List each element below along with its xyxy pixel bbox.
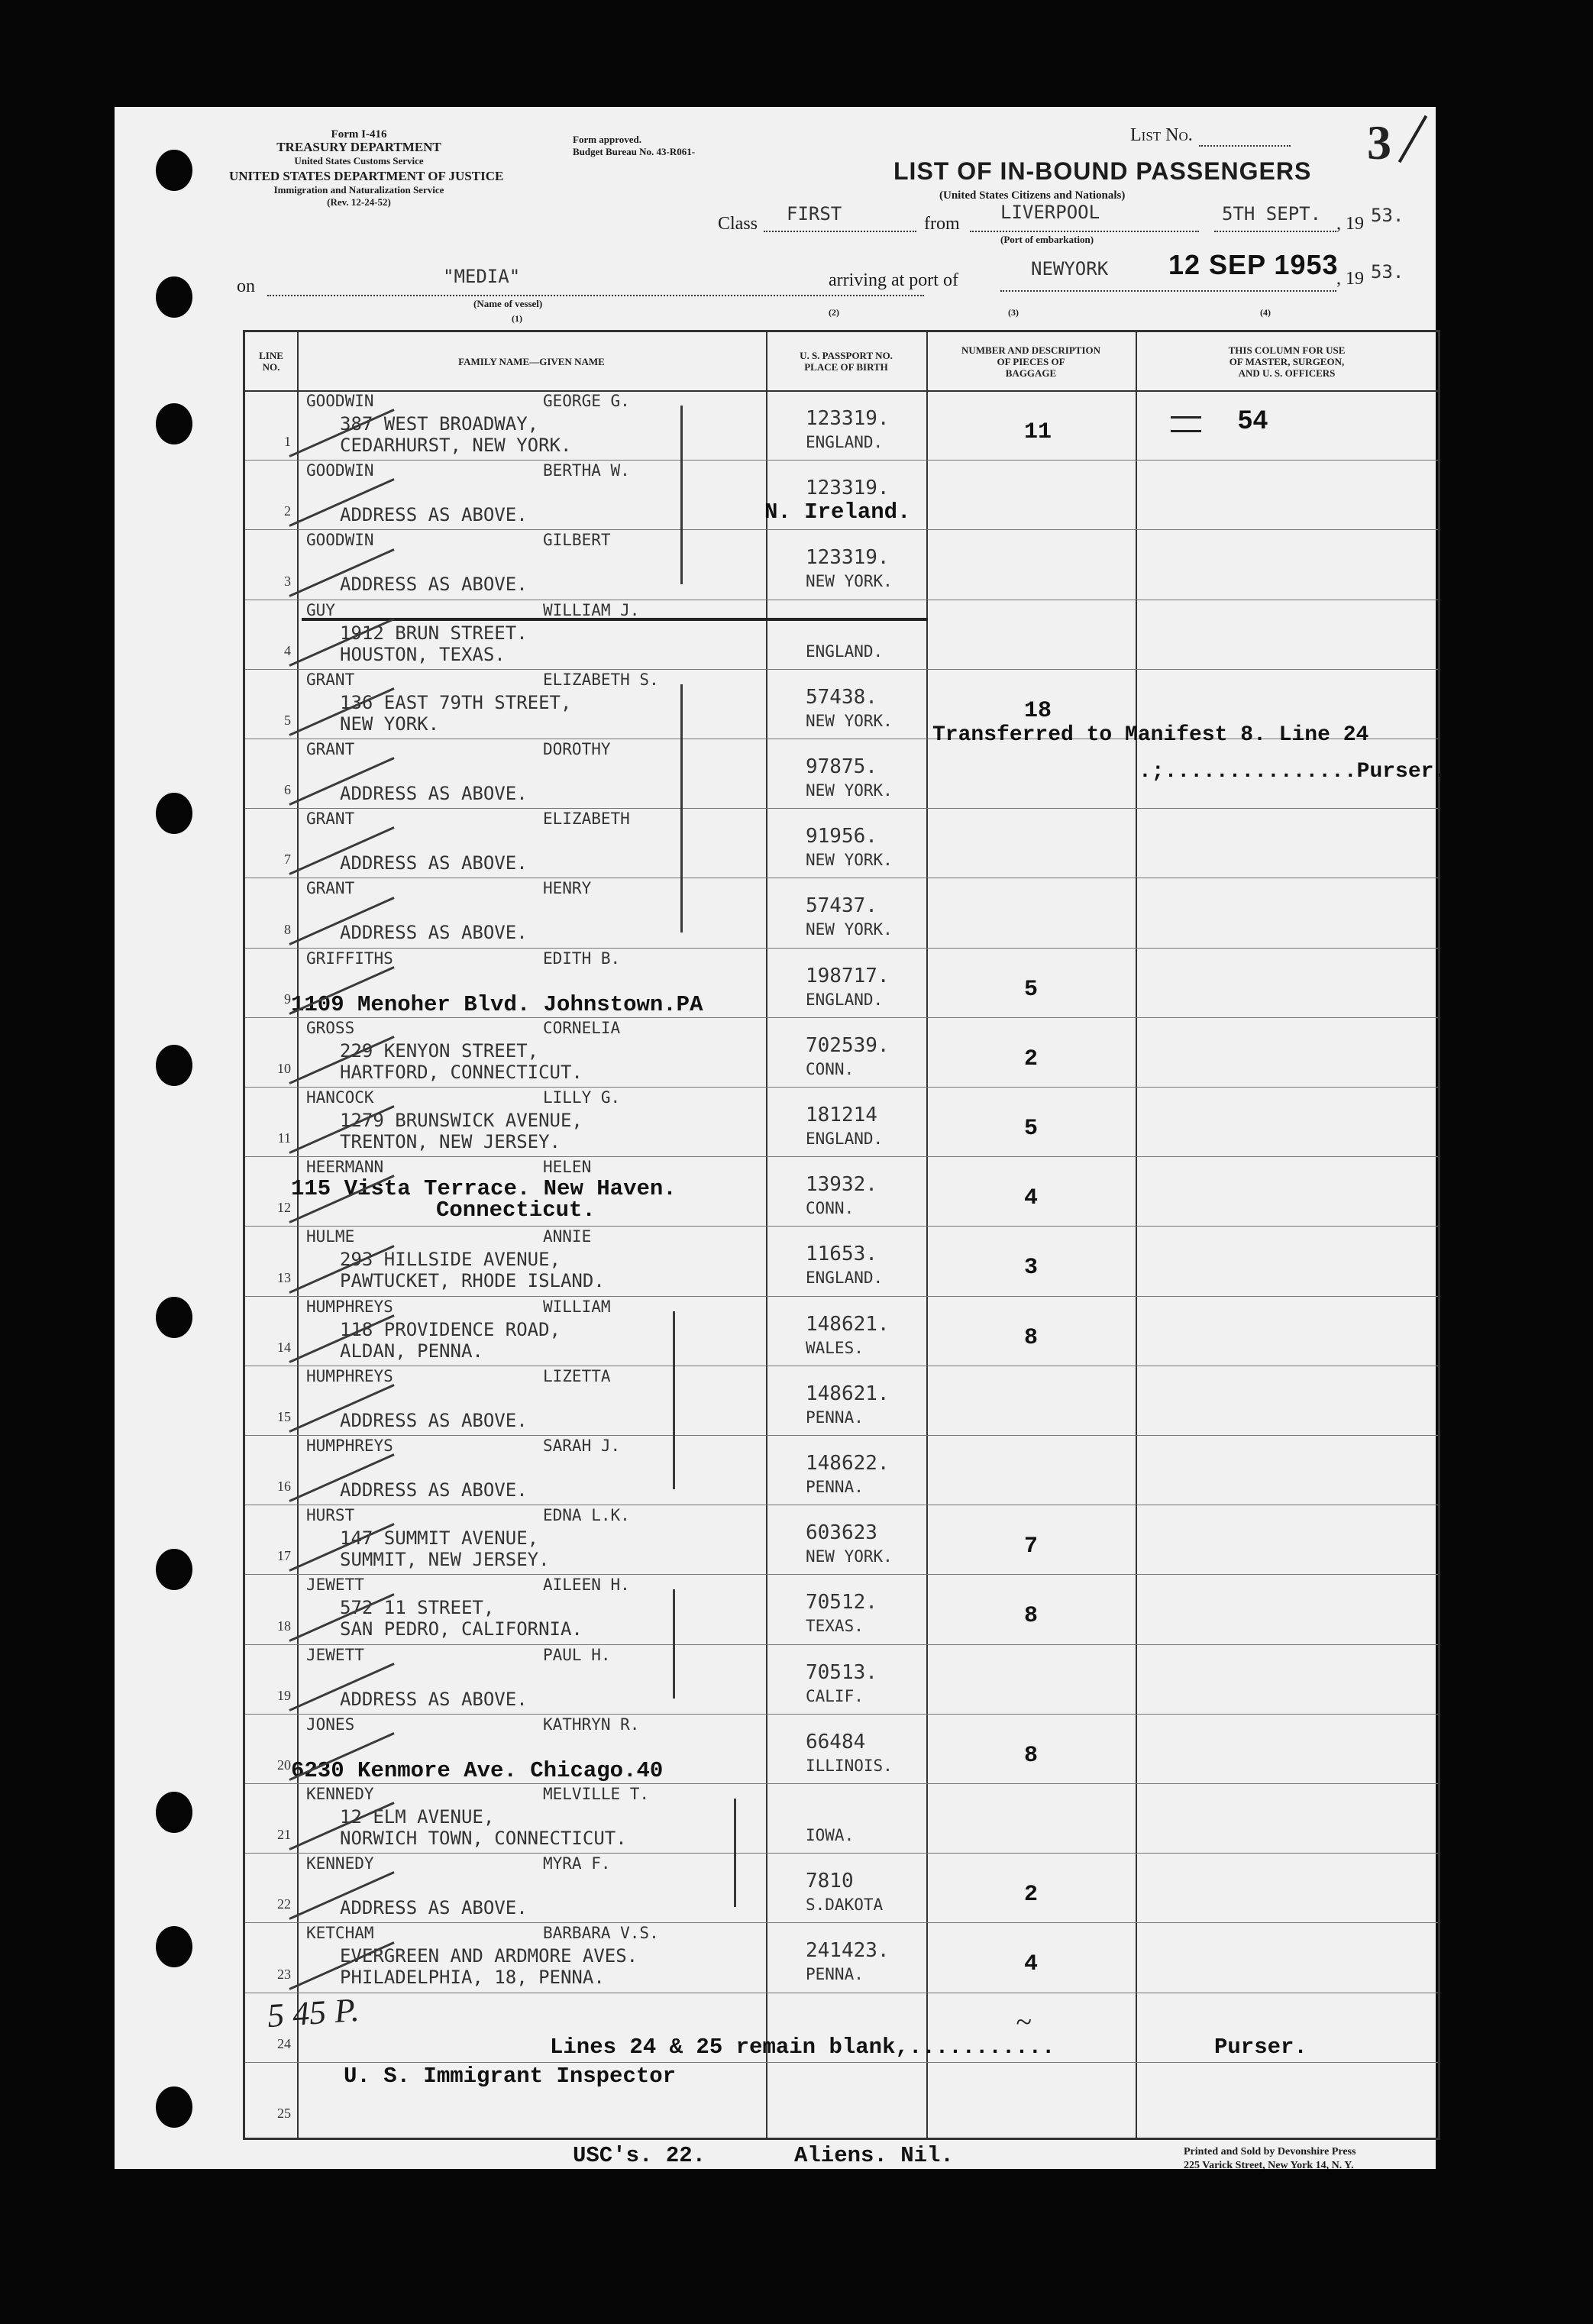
column-number: (1) [512, 313, 522, 324]
given-name: GILBERT [543, 531, 611, 550]
officer-note: 54 [1238, 406, 1268, 435]
address-line-2: ADDRESS AS ABOVE. [340, 1409, 528, 1431]
family-name: GOODWIN [306, 392, 374, 410]
port-line [1000, 290, 1336, 292]
line-number: 23 [277, 1966, 291, 1982]
address-line-1: 229 KENYON STREET, [340, 1039, 539, 1062]
given-name: LIZETTA [543, 1366, 611, 1385]
given-name: HELEN [543, 1158, 592, 1177]
binder-hole [156, 276, 192, 318]
family-name: HEERMANN [306, 1158, 384, 1177]
column-header-officers: THIS COLUMN FOR USE OF MASTER, SURGEON, AND U. S. OFFICERS [1228, 344, 1346, 379]
baggage-count: 2 [1024, 1046, 1039, 1072]
family-name: KETCHAM [306, 1924, 374, 1943]
family-name: HULME [306, 1227, 355, 1246]
place-of-birth: NEW YORK. [806, 1547, 893, 1566]
table-row [245, 948, 1438, 1017]
row-divider [245, 2062, 1438, 2063]
given-name: CORNELIA [543, 1018, 621, 1037]
department-of-justice: UNITED STATES DEPARTMENT OF JUSTICE [229, 169, 504, 183]
row-divider [245, 1156, 1438, 1157]
address-line-2: 6230 Kenmore Ave. Chicago.40 [291, 1757, 664, 1783]
table-row [245, 808, 1438, 878]
passport-number: 57437. [806, 894, 877, 918]
table-row [245, 1505, 1438, 1574]
family-brace [673, 1589, 675, 1698]
family-name: HUMPHREYS [306, 1437, 393, 1455]
year-value: 53. [1371, 205, 1404, 226]
place-of-birth: CONN. [806, 1059, 855, 1078]
on-label: on [237, 276, 255, 296]
binder-hole [156, 1926, 192, 1967]
table-row [245, 878, 1438, 947]
given-name: ANNIE [543, 1227, 592, 1246]
line-number: 15 [277, 1408, 291, 1424]
binder-hole [156, 1792, 192, 1833]
passport-number: 123319. [806, 407, 890, 430]
year2-value: 53. [1371, 261, 1404, 283]
column-number: (2) [829, 307, 839, 318]
given-name: WILLIAM J. [543, 600, 640, 619]
class-label: Class [718, 214, 758, 234]
table-row [245, 1156, 1438, 1226]
line-number: 8 [284, 921, 291, 937]
form-subtitle: (United States Citizens and Nationals) [939, 189, 1126, 202]
form-title: LIST OF IN-BOUND PASSENGERS [893, 157, 1312, 185]
baggage-count: 5 [1024, 976, 1039, 1003]
baggage-count: 7 [1024, 1534, 1039, 1560]
place-of-birth: PENNA. [806, 1965, 864, 1984]
place-of-birth: NEW YORK. [806, 851, 893, 870]
line-number: 3 [284, 573, 291, 589]
list-no-label: List No. [1130, 125, 1193, 145]
line-number: 17 [277, 1548, 291, 1564]
address-line-2: ADDRESS AS ABOVE. [340, 922, 528, 944]
immigration-service: Immigration and Naturalization Service [273, 184, 444, 196]
binder-hole [156, 2086, 192, 2128]
address-line-2: CEDARHURST, NEW YORK. [340, 435, 572, 456]
vessel-line [267, 295, 924, 296]
year2-prefix: , 19 [1336, 269, 1364, 289]
given-name: MELVILLE T. [543, 1785, 650, 1803]
family-name: GROSS [306, 1018, 355, 1037]
place-of-birth: NEW YORK. [806, 711, 893, 730]
line-number: 19 [277, 1687, 291, 1703]
family-name: JEWETT [306, 1645, 364, 1664]
column-header-baggage: NUMBER AND DESCRIPTION OF PIECES OF BAGGAGE [961, 344, 1101, 379]
place-of-birth: ENGLAND. [806, 1130, 884, 1148]
address-line-2: ADDRESS AS ABOVE. [340, 783, 528, 804]
address-line-1: 572 11 STREET, [340, 1597, 495, 1619]
binder-hole [156, 1045, 192, 1086]
address-line-2: PHILADELPHIA, 18, PENNA. [340, 1967, 605, 1989]
address-line-2: ADDRESS AS ABOVE. [340, 852, 528, 874]
passport-number: 148621. [806, 1312, 890, 1336]
family-name: KENNEDY [306, 1854, 374, 1873]
binder-hole [156, 793, 192, 834]
passport-number: 70512. [806, 1591, 877, 1615]
revision-date: (Rev. 12-24-52) [327, 196, 391, 208]
treasury-department: TREASURY DEPARTMENT [276, 140, 441, 154]
passport-number: 97875. [806, 755, 877, 778]
family-name: GOODWIN [306, 461, 374, 480]
line-number: 7 [284, 852, 291, 868]
given-name: EDNA L.K. [543, 1506, 630, 1525]
binder-hole [156, 1549, 192, 1590]
place-of-birth: TEXAS. [806, 1617, 864, 1636]
table-row [245, 1017, 1438, 1087]
row-divider [245, 948, 1438, 949]
line-number: 11 [277, 1130, 291, 1146]
line-number: 4 [284, 642, 291, 658]
family-name: GRANT [306, 740, 355, 758]
address-line-2: HOUSTON, TEXAS. [340, 643, 506, 665]
place-of-birth: S.DAKOTA [806, 1896, 884, 1915]
address-line-2: SUMMIT, NEW JERSEY. [340, 1549, 550, 1571]
line-number: 6 [284, 782, 291, 798]
address-line-2: TRENTON, NEW JERSEY. [340, 1131, 561, 1152]
place-of-birth: NEW YORK. [806, 920, 893, 939]
manifest-page [115, 107, 1447, 2171]
place-of-birth: ENGLAND. [806, 990, 884, 1009]
given-name: WILLIAM [543, 1297, 611, 1316]
arrival-port: NEWYORK [1031, 258, 1109, 280]
place-of-birth: NEW YORK. [806, 781, 893, 800]
printer-line-1: Printed and Sold by Devonshire Press [1184, 2146, 1356, 2158]
place-of-birth: IOWA. [806, 1826, 855, 1844]
address-line-2: ADDRESS AS ABOVE. [340, 574, 528, 596]
family-brace [673, 1311, 675, 1490]
line-number: 20 [277, 1757, 291, 1773]
date-line [1214, 231, 1336, 232]
baggage-count: 4 [1024, 1951, 1039, 1978]
passport-number: 241423. [806, 1939, 890, 1963]
list-number-handwritten: 3 [1367, 115, 1391, 170]
from-line [970, 231, 1199, 232]
family-name: HUMPHREYS [306, 1297, 393, 1316]
line-number: 1 [284, 434, 291, 450]
line-number: 16 [277, 1479, 291, 1495]
row-divider [245, 1017, 1438, 1018]
place-of-birth: N. Ireland. [764, 499, 911, 525]
row-divider [245, 1714, 1438, 1715]
family-name: GRANT [306, 810, 355, 829]
address-line-2: ADDRESS AS ABOVE. [340, 1897, 528, 1919]
line-number: 13 [277, 1269, 291, 1285]
list-no-line [1199, 145, 1291, 147]
address-line-2: ALDAN, PENNA. [340, 1340, 483, 1362]
passport-number: 702539. [806, 1033, 890, 1057]
passport-number: 91956. [806, 825, 877, 848]
line-number: 12 [277, 1200, 291, 1216]
given-name: BERTHA W. [543, 461, 630, 480]
year-prefix: , 19 [1336, 214, 1364, 234]
binder-hole [156, 1297, 192, 1338]
table-row [245, 600, 1438, 669]
family-name: GRIFFITHS [306, 949, 393, 968]
purser-signature: ~ [1016, 2006, 1032, 2038]
family-name: GOODWIN [306, 531, 374, 550]
address-line-2: SAN PEDRO, CALIFORNIA. [340, 1618, 583, 1640]
row-divider [245, 460, 1438, 461]
form-number: Form I-416 [331, 128, 387, 141]
column-number: (4) [1260, 307, 1271, 318]
row-divider [245, 1296, 1438, 1297]
table-row [245, 1644, 1438, 1714]
family-name: GUY [306, 600, 335, 619]
passport-number: 148622. [806, 1452, 890, 1475]
address-line-1: 136 EAST 79TH STREET, [340, 691, 572, 713]
given-name: DOROTHY [543, 740, 611, 758]
passport-number: 7810 [806, 1870, 854, 1893]
passport-number: 70513. [806, 1660, 877, 1684]
family-name: HUMPHREYS [306, 1366, 393, 1385]
given-name: GEORGE G. [543, 392, 630, 410]
line-number: 9 [284, 991, 291, 1007]
given-name: LILLY G. [543, 1088, 621, 1107]
baggage-count: 8 [1024, 1324, 1039, 1351]
line-number: 2 [284, 503, 291, 519]
place-of-birth: CONN. [806, 1199, 855, 1218]
row-divider [245, 1435, 1438, 1436]
class-line [764, 231, 916, 232]
row-divider [245, 1853, 1438, 1854]
row-divider [245, 1087, 1438, 1088]
row-divider [245, 1574, 1438, 1575]
given-name: HENRY [543, 879, 592, 898]
place-of-birth: PENNA. [806, 1408, 864, 1427]
printer-line-2: 225 Varick Street, New York 14, N. Y. [1184, 2160, 1354, 2171]
address-line-1: 1912 BRUN STREET. [340, 622, 528, 644]
given-name: AILEEN H. [543, 1576, 630, 1595]
form-approved: Form approved. [573, 134, 642, 145]
place-of-birth: NEW YORK. [806, 572, 893, 591]
customs-service: United States Customs Service [294, 155, 424, 166]
row-divider [245, 1226, 1438, 1227]
passport-number: 198717. [806, 964, 890, 987]
line-number: 5 [284, 712, 291, 728]
family-name: HANCOCK [306, 1088, 374, 1107]
baggage-count: 2 [1024, 1882, 1039, 1909]
address-line-1: 115 Vista Terrace. New Haven. [291, 1176, 677, 1202]
family-brace [680, 406, 683, 584]
officer-mark [1171, 416, 1201, 419]
given-name: PAUL H. [543, 1645, 611, 1664]
table-row [245, 1853, 1438, 1922]
address-line-1: 118 PROVIDENCE ROAD, [340, 1318, 561, 1340]
place-of-birth: WALES. [806, 1338, 864, 1357]
line-number: 24 [277, 2035, 291, 2051]
purser-dots: ........... [909, 2035, 1055, 2060]
table-row [245, 1366, 1438, 1435]
family-name: KENNEDY [306, 1785, 374, 1803]
place-of-birth: ENGLAND. [806, 642, 884, 661]
table-row [245, 1783, 1438, 1853]
list-number-slash [1398, 115, 1427, 163]
binder-hole [156, 403, 192, 444]
table-row [245, 1435, 1438, 1505]
address-line-2: HARTFORD, CONNECTICUT. [340, 1061, 583, 1083]
place-of-birth: CALIF. [806, 1686, 864, 1705]
line-number: 18 [277, 1618, 291, 1634]
table-row [245, 1714, 1438, 1783]
address-line-1: 387 WEST BROADWAY, [340, 413, 539, 435]
given-name: EDITH B. [543, 949, 621, 968]
transfer-purser: .;...............Purser. [1139, 760, 1447, 784]
row-divider [245, 808, 1438, 809]
blank-lines-note: Lines 24 & 25 remain blank, [550, 2035, 909, 2060]
purser-label: Purser. [1214, 2035, 1307, 2060]
passport-number: 66484 [806, 1730, 866, 1754]
row-divider [245, 1922, 1438, 1923]
vessel-note: (Name of vessel) [473, 298, 543, 309]
passport-number: 123319. [806, 546, 890, 570]
family-name: GRANT [306, 879, 355, 898]
table-row [245, 1574, 1438, 1644]
family-brace [734, 1799, 736, 1907]
line-number: 25 [277, 2105, 291, 2121]
family-name: JEWETT [306, 1576, 364, 1595]
family-brace [680, 684, 683, 933]
table-row [245, 529, 1438, 599]
family-name: HURST [306, 1506, 355, 1525]
from-label: from [924, 214, 960, 234]
inspector-label: U. S. Immigrant Inspector [344, 2064, 677, 2089]
class-value: FIRST [787, 203, 842, 225]
family-name: JONES [306, 1715, 355, 1734]
table-row [245, 1296, 1438, 1366]
address-line-2: 1109 Menoher Blvd. Johnstown.PA [291, 991, 703, 1017]
column-header-passport: U. S. PASSPORT NO. PLACE OF BIRTH [800, 350, 893, 373]
address-line-2: PAWTUCKET, RHODE ISLAND. [340, 1270, 605, 1292]
transfer-note: Transferred to Manifest 8. Line 24 [932, 723, 1369, 747]
line-number: 22 [277, 1896, 291, 1912]
table-row [245, 460, 1438, 529]
from-value: LIVERPOOL [1000, 202, 1100, 223]
baggage-count: 3 [1024, 1255, 1039, 1282]
address-line-2: Connecticut. [436, 1198, 596, 1223]
address-line-2: ADDRESS AS ABOVE. [340, 1688, 528, 1710]
vessel-name: "MEDIA" [443, 266, 521, 287]
line-number: 10 [277, 1060, 291, 1076]
table-row [245, 1226, 1438, 1295]
passport-number: 11653. [806, 1243, 877, 1266]
passport-number: 13932. [806, 1173, 877, 1197]
address-line-1: 12 ELM AVENUE, [340, 1806, 495, 1828]
place-of-birth: ENGLAND. [806, 1269, 884, 1288]
passport-number: 148621. [806, 1382, 890, 1405]
row-divider [245, 669, 1438, 670]
baggage-count: 8 [1024, 1742, 1039, 1769]
baggage-count: 8 [1024, 1603, 1039, 1630]
budget-bureau-number: Budget Bureau No. 43-R061- [573, 146, 696, 157]
address-line-1: 293 HILLSIDE AVENUE, [340, 1249, 561, 1271]
strike-through [302, 618, 928, 621]
address-line-2: ADDRESS AS ABOVE. [340, 1479, 528, 1501]
passport-number: 123319. [806, 477, 890, 500]
table-row [245, 1087, 1438, 1156]
table-row [245, 1922, 1438, 1992]
row-divider [245, 529, 1438, 530]
given-name: ELIZABETH [543, 810, 630, 829]
place-of-birth: ILLINOIS. [806, 1756, 893, 1775]
inspector-signature-time: 5 45 P. [266, 1990, 360, 2035]
baggage-count: 4 [1024, 1185, 1039, 1212]
line-number: 21 [277, 1827, 291, 1843]
officer-mark [1171, 430, 1201, 432]
column-number: (3) [1008, 307, 1019, 318]
address-line-2: NEW YORK. [340, 713, 440, 735]
passport-number: 603623 [806, 1521, 877, 1545]
aliens-count: Aliens. Nil. [794, 2143, 954, 2168]
line-number: 14 [277, 1339, 291, 1355]
row-divider [245, 1644, 1438, 1645]
given-name: KATHRYN R. [543, 1715, 640, 1734]
binder-hole [156, 150, 192, 191]
passport-number: 181214 [806, 1104, 877, 1126]
address-line-2: ADDRESS AS ABOVE. [340, 504, 528, 526]
address-line-1: 1279 BRUNSWICK AVENUE, [340, 1110, 583, 1131]
given-name: SARAH J. [543, 1437, 621, 1455]
baggage-count: 5 [1024, 1116, 1039, 1142]
column-header-name: FAMILY NAME—GIVEN NAME [458, 355, 605, 367]
baggage-count: 11 [1024, 419, 1052, 445]
address-line-1: EVERGREEN AND ARDMORE AVES. [340, 1945, 638, 1967]
arriving-label: arriving at port of [829, 270, 958, 290]
embarkation-note: (Port of embarkation) [1000, 234, 1094, 245]
place-of-birth: ENGLAND. [806, 433, 884, 451]
passport-number: 57438. [806, 685, 877, 709]
address-line-1: 147 SUMMIT AVENUE, [340, 1527, 539, 1550]
given-name: BARBARA V.S. [543, 1924, 659, 1943]
arrival-date-stamp: 12 SEP 1953 [1168, 249, 1339, 280]
family-name: GRANT [306, 670, 355, 689]
given-name: MYRA F. [543, 1854, 611, 1873]
row-divider [245, 1783, 1438, 1784]
place-of-birth: PENNA. [806, 1478, 864, 1496]
departure-date: 5TH SEPT. [1222, 203, 1322, 225]
baggage-count: 18 [1024, 697, 1052, 724]
passenger-table [243, 330, 1447, 2140]
given-name: ELIZABETH S. [543, 670, 659, 689]
column-header-line-no: LINE NO. [259, 350, 283, 373]
address-line-2: NORWICH TOWN, CONNECTICUT. [340, 1828, 627, 1849]
us-citizens-count: USC's. 22. [573, 2143, 706, 2168]
